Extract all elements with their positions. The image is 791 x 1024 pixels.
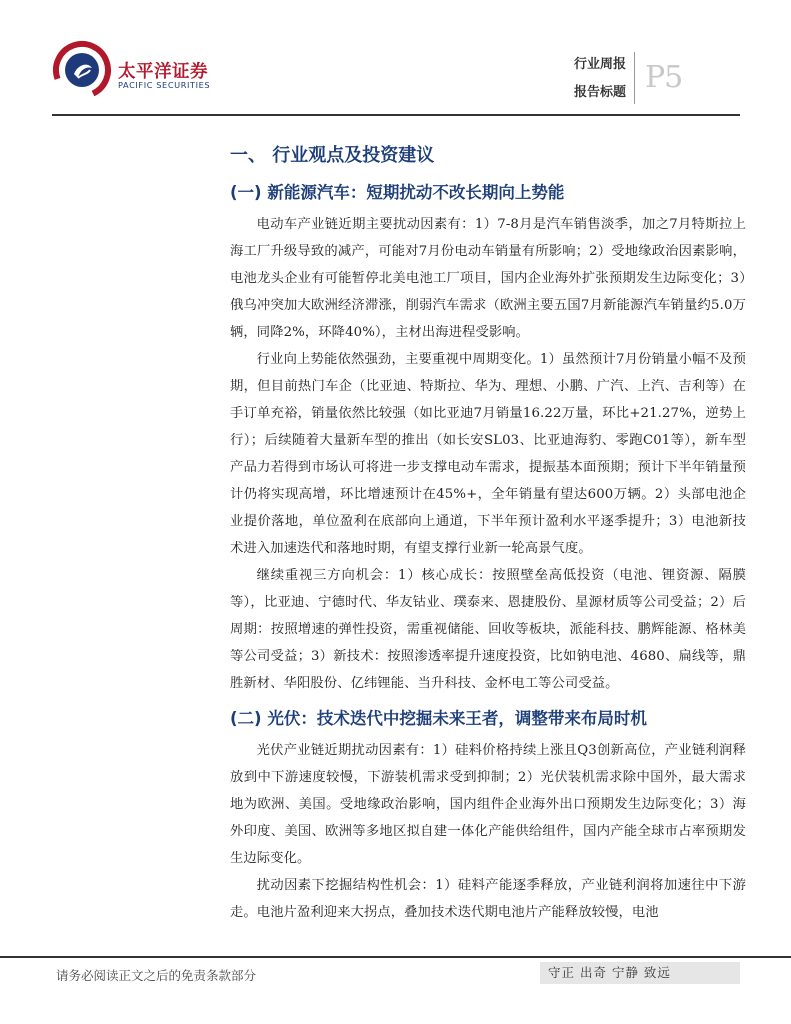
footer-slogan: 守正 出奇 宁静 致远 (540, 962, 740, 984)
paragraph: 电动车产业链近期主要扰动因素有：1）7-8月是汽车销售淡季，加之7月特斯拉上海工厂升级导致的减产，可能对7月份电动车销量有所影响；2）受地缘政治因素影响，电池龙头企业有可能暂停北美电池工厂项目，国内企业海外扩张预期发生边际变化；3）俄乌冲突加大欧洲经济滞涨，削弱汽车需求（欧洲主要五国7月新能源汽车销量约5.0万辆，同降2%，环降40%），主材出海进程受影响。 (230, 217, 746, 340)
paragraph: 扰动因素下挖掘结构性机会：1）硅料产能逐季释放，产业链利润将加速往中下游走。电池片盈利迎来大拐点，叠加技术迭代期电池片产能释放较慢，电池 (230, 878, 746, 920)
report-body (230, 140, 746, 926)
page-number: P5 (645, 60, 683, 95)
report-type: 行业周报 (574, 57, 627, 72)
subsection-title-nev: (一) 新能源汽车：短期扰动不改长期向上势能 (230, 183, 565, 202)
paragraph: 光伏产业链近期扰动因素有：1）硅料价格持续上涨且Q3创新高位，产业链利润释放到中下游速度较慢，下游装机需求受到抑制；2）光伏装机需求除中国外，最大需求地为欧洲、美国。受地缘政治影响，国内组件企业海外出口预期发生边际变化；3）海外印度、美国、欧洲等多地区拟自建一体化产能供给组件，国内产能全球市占率预期发生边际变化。 (230, 743, 746, 866)
report-title-label: 报告标题 (574, 85, 627, 100)
paragraph: 行业向上势能依然强劲，主要重视中周期变化。1）虽然预计7月份销量小幅不及预期，但目前热门车企（比亚迪、特斯拉、华为、理想、小鹏、广汽、上汽、吉利等）在手订单充裕，销量依然比较强（如比亚迪7月销量16.22万量，环比+21.27%，逆势上行）；后续随着大量新车型的推出（如长安SL03、比亚迪海豹、零跑C01等），新车型产品力若得到市场认可将进一步支撑电动车需求，提振基本面预期；预计下半年销量预计仍将实现高增，环比增速预计在45%+，全年销量有望达600万辆。2）头部电池企业提价落地，单位盈利在底部向上通道，下半年预计盈利水平逐季提升；3）电池新技术进入加速迭代和落地时期，有望支撑行业新一轮高景气度。 (230, 352, 746, 556)
brand-name-cn: 太平洋证券 (118, 62, 208, 82)
header-rule (52, 114, 740, 116)
footer-rule (0, 956, 791, 958)
section-title: 一、 行业观点及投资建议 (230, 145, 435, 166)
paragraph: 继续重视三方向机会：1）核心成长：按照壁垒高低投资（电池、锂资源、隔膜等），比亚迪、宁德时代、华友钴业、璞泰来、恩捷股份、星源材质等公司受益；2）后周期：按照增速的弹性投资，需重视储能、回收等板块，派能科技、鹏辉能源、格林美等公司受益；3）新技术：按照渗透率提升速度投资，比如钠电池、4680、扁线等，鼎胜新材、华阳股份、亿纬锂能、当升科技、金杯电工等公司受益。 (230, 568, 746, 691)
brand-name-en: PACIFIC SECURITIES (118, 80, 211, 90)
pacific-securities-logo-icon (52, 40, 112, 100)
footer-disclaimer: 请务必阅读正文之后的免责条款部分 (56, 968, 257, 983)
page-header (0, 0, 791, 118)
subsection-title-pv: (二) 光伏：技术迭代中挖掘未来王者，调整带来布局时机 (230, 709, 647, 728)
header-divider (634, 52, 635, 104)
